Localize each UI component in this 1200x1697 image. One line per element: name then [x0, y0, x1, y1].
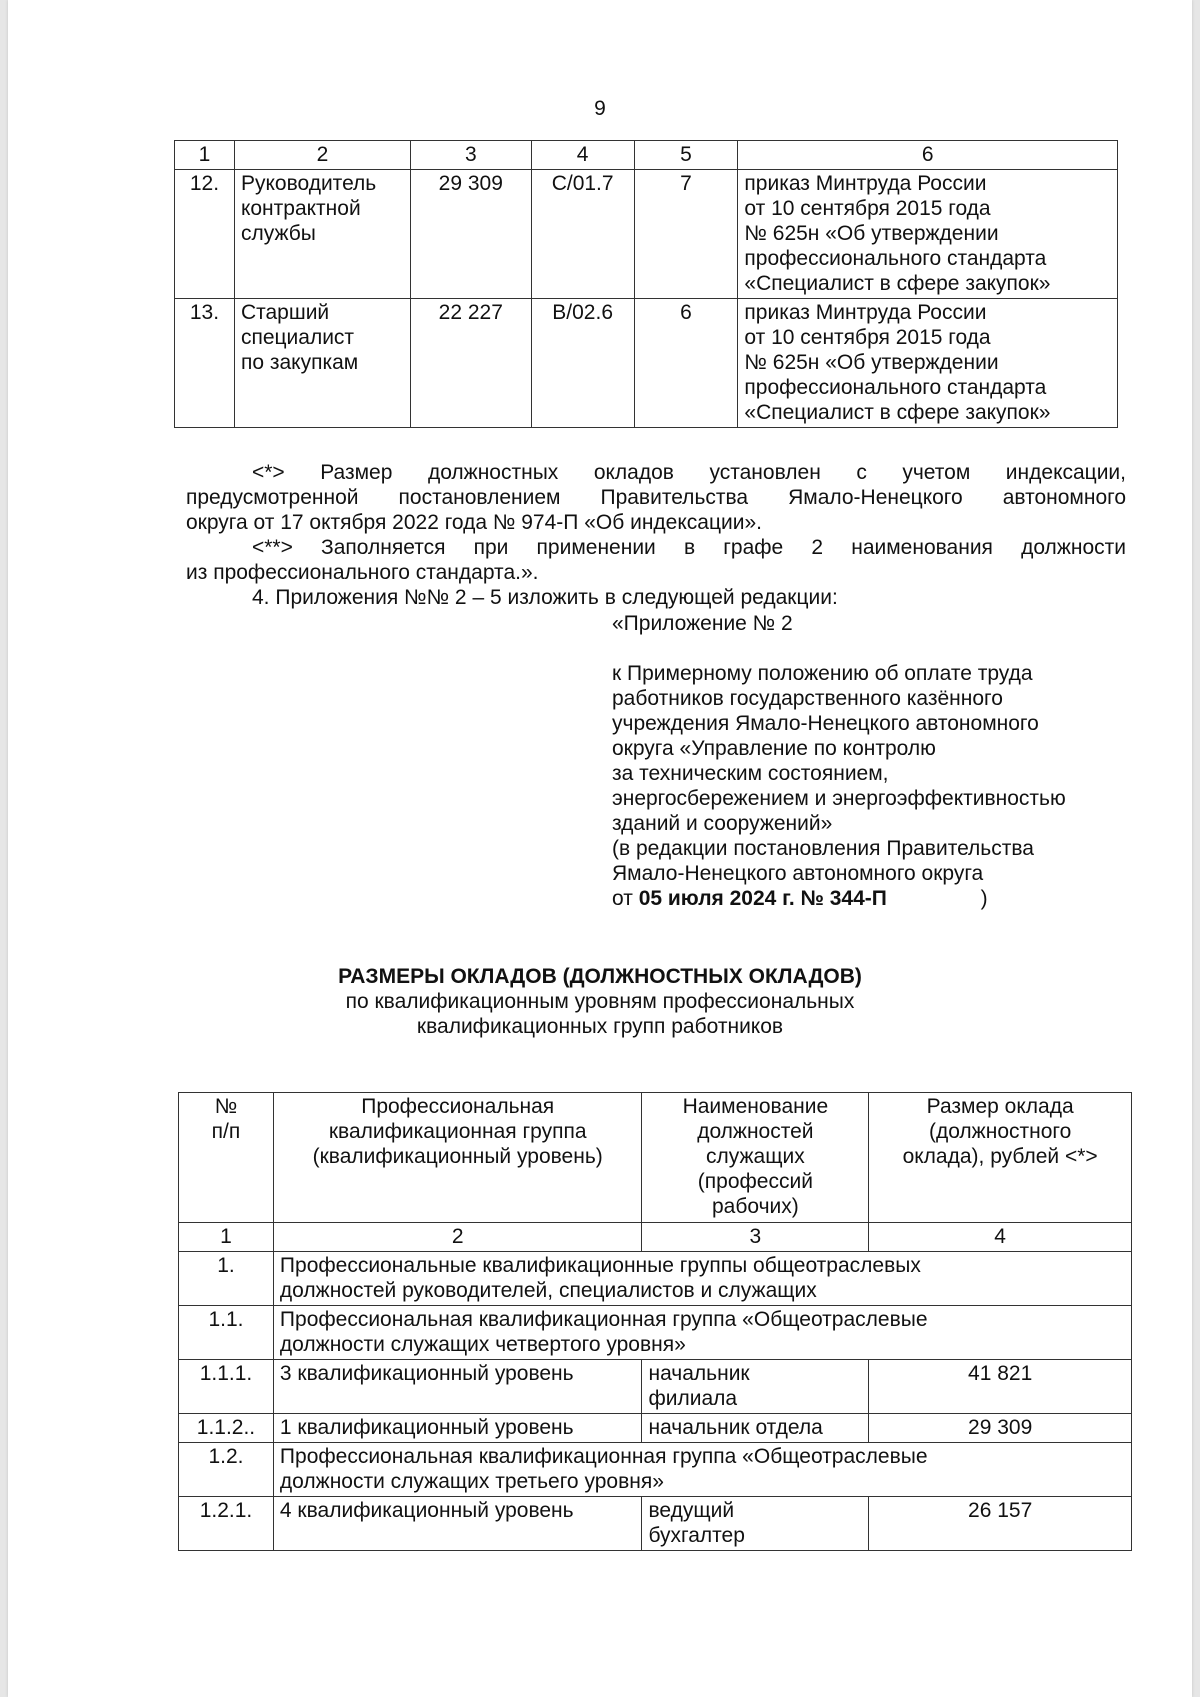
row-number: 1.1.2..	[179, 1414, 274, 1443]
salary-value: 26 157	[869, 1497, 1132, 1551]
text-line: «Специалист в сфере закупок»	[744, 401, 1051, 424]
table-row	[175, 170, 1118, 299]
text-line: п/п	[211, 1120, 241, 1143]
row-number: 1.2.1.	[179, 1497, 274, 1551]
text-line: должности служащих третьего уровня»	[279, 1470, 664, 1493]
table-row	[179, 1414, 1132, 1443]
text-line: (в редакции постановления Правительства	[612, 837, 1034, 860]
salary-value: 29 309	[410, 170, 531, 299]
table-row	[179, 1252, 1132, 1306]
text-line: к Примерному положению об оплате труда	[612, 662, 1033, 685]
title-main: РАЗМЕРЫ ОКЛАДОВ (ДОЛЖНОСТНЫХ ОКЛАДОВ)	[338, 965, 862, 988]
text-line: начальник отдела	[648, 1416, 823, 1439]
column-number: 2	[234, 141, 410, 170]
from-prefix: от	[612, 887, 633, 910]
text-line: рабочих)	[711, 1195, 799, 1218]
column-number: 2	[273, 1223, 642, 1252]
qualification-level: 1 квалификационный уровень	[273, 1414, 642, 1443]
annex-heading: «Приложение № 2	[612, 612, 793, 635]
row-number: 1.1.1.	[179, 1360, 274, 1414]
text-line: (должностного	[928, 1120, 1072, 1143]
text-line: учреждения Ямало-Ненецкого автономного	[612, 712, 1039, 735]
footnotes	[186, 460, 1126, 610]
text-line: энергосбережением и энергоэффективностью	[612, 787, 1066, 810]
position-name	[642, 1414, 869, 1443]
text-line: приказ Минтруда России	[744, 172, 987, 195]
text-line: ведущий	[648, 1499, 735, 1522]
column-number: 3	[410, 141, 531, 170]
row-number: 13.	[175, 299, 235, 428]
column-number: 5	[634, 141, 738, 170]
column-number-row	[179, 1223, 1132, 1252]
text-line: за техническим состоянием,	[612, 762, 889, 785]
table-header-row	[179, 1093, 1132, 1223]
salary-value: 22 227	[410, 299, 531, 428]
row-number: 1.2.	[179, 1443, 274, 1497]
text-line: зданий и сооружений»	[612, 812, 833, 835]
annex-reference	[612, 661, 1132, 911]
header-group	[273, 1093, 642, 1223]
qualification-level: 7	[634, 170, 738, 299]
header-number	[179, 1093, 274, 1223]
text-line: начальник	[648, 1362, 750, 1385]
legal-basis	[738, 170, 1118, 299]
text-line: Ямало-Ненецкого автономного округа	[612, 862, 984, 885]
text-line: «Специалист в сфере закупок»	[744, 272, 1051, 295]
text-line: оклада), рублей <*>	[902, 1145, 1098, 1168]
table-row	[175, 299, 1118, 428]
footnote-2-line: <**> Заполняется при применении в графе 2 наименования должности	[252, 536, 1126, 559]
item-4: 4. Приложения №№ 2 – 5 изложить в следующей редакции:	[252, 586, 838, 609]
text-line: бухгалтер	[648, 1524, 745, 1547]
row-number: 1.	[179, 1252, 274, 1306]
text-line: квалификационная группа	[328, 1120, 587, 1143]
row-number: 1.1.	[179, 1306, 274, 1360]
text-line: Старший	[240, 301, 330, 324]
text-line: профессионального стандарта	[744, 247, 1047, 270]
table-row	[179, 1360, 1132, 1414]
header-salary	[869, 1093, 1132, 1223]
text-line: № 625н «Об утверждении	[744, 351, 999, 374]
footnote-1-line: предусмотренной постановлением Правительства Ямало-Ненецкого автономного	[186, 486, 1126, 509]
text-line: по закупкам	[240, 351, 359, 374]
column-number: 6	[738, 141, 1118, 170]
text-line: округа «Управление по контролю	[612, 737, 936, 760]
text-line: контрактной	[240, 197, 361, 220]
table-row	[179, 1306, 1132, 1360]
text-line: (профессий	[697, 1170, 813, 1193]
text-line: №	[214, 1095, 238, 1118]
column-number: 3	[642, 1223, 869, 1252]
text-line: (квалификационный уровень)	[312, 1145, 603, 1168]
table-header-row	[175, 141, 1118, 170]
salary-value: 29 309	[869, 1414, 1132, 1443]
text-line: должности служащих четвертого уровня»	[279, 1333, 686, 1356]
table-row	[179, 1443, 1132, 1497]
legal-basis	[738, 299, 1118, 428]
row-number: 12.	[175, 170, 235, 299]
group-title	[273, 1252, 1131, 1306]
text-line: Руководитель	[240, 172, 377, 195]
resolution-date-number: 05 июля 2024 г. № 344-П	[638, 887, 887, 910]
section-title	[0, 964, 1200, 1039]
function-code: С/01.7	[531, 170, 634, 299]
position-name	[234, 170, 410, 299]
group-title	[273, 1443, 1131, 1497]
group-title	[273, 1306, 1131, 1360]
function-code: В/02.6	[531, 299, 634, 428]
resolution-date-line	[612, 886, 1132, 911]
table-row	[179, 1497, 1132, 1551]
positions-table	[174, 140, 1118, 428]
text-line: Профессиональная квалификационная группа «Общеотраслевые	[279, 1308, 928, 1331]
header-position-name	[642, 1093, 869, 1223]
closing-parenthesis: )	[980, 887, 988, 910]
qualification-level: 3 квалификационный уровень	[273, 1360, 642, 1414]
column-number: 1	[175, 141, 235, 170]
text-line: профессионального стандарта	[744, 376, 1047, 399]
column-number: 4	[531, 141, 634, 170]
page-number: 9	[594, 97, 606, 120]
footnote-1-line: округа от 17 октября 2022 года № 974-П «Об индексации».	[186, 511, 762, 534]
text-line: должностей руководителей, специалистов и служащих	[279, 1279, 817, 1302]
position-name	[642, 1497, 869, 1551]
qualification-level: 6	[634, 299, 738, 428]
title-subline: квалификационных групп работников	[416, 1015, 784, 1038]
text-line: Профессиональная квалификационная группа «Общеотраслевые	[279, 1445, 928, 1468]
text-line: служащих	[706, 1145, 805, 1168]
qualification-level: 4 квалификационный уровень	[273, 1497, 642, 1551]
text-line: работников государственного казённого	[612, 687, 1003, 710]
text-line: должностей	[697, 1120, 814, 1143]
text-line: службы	[240, 222, 316, 245]
text-line: от 10 сентября 2015 года	[744, 197, 991, 220]
text-line: специалист	[240, 326, 355, 349]
text-line: Наименование	[682, 1095, 829, 1118]
footnote-1-line: <*> Размер должностных окладов установлен с учетом индексации,	[252, 461, 1126, 484]
text-line: филиала	[648, 1387, 738, 1410]
text-line: от 10 сентября 2015 года	[744, 326, 991, 349]
text-line: приказ Минтруда России	[744, 301, 987, 324]
position-name	[642, 1360, 869, 1414]
title-subline: по квалификационным уровням профессиональных	[345, 990, 855, 1013]
footnote-2-line: из профессионального стандарта.».	[186, 561, 539, 584]
text-line: Размер оклада	[926, 1095, 1074, 1118]
position-name	[234, 299, 410, 428]
column-number: 4	[869, 1223, 1132, 1252]
salary-value: 41 821	[869, 1360, 1132, 1414]
text-line: Профессиональные квалификационные группы общеотраслевых	[279, 1254, 921, 1277]
text-line: № 625н «Об утверждении	[744, 222, 999, 245]
text-line: Профессиональная	[361, 1095, 555, 1118]
column-number: 1	[179, 1223, 274, 1252]
salary-table	[178, 1092, 1132, 1551]
